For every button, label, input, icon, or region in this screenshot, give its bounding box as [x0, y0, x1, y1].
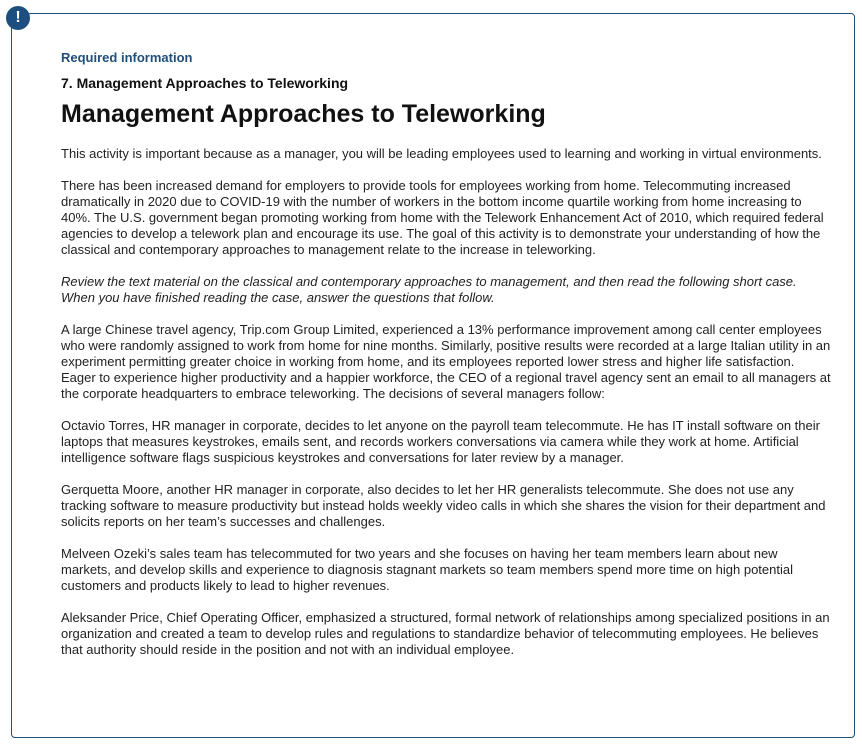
manager-paragraph-torres: Octavio Torres, HR manager in corporate, decides to let anyone on the payroll team telecommute. He has IT install software on their laptops that measures keystrokes, emails sent, and records workers conversations via camera while they work at home. Artificial intelligence software flags suspicious keystrokes and conversations for later review by a manager. [61, 418, 820, 465]
question-title: 7. Management Approaches to Teleworking [61, 75, 349, 91]
intro-paragraph: This activity is important because as a manager, you will be leading employees used to learning and working in virtual environments. [61, 146, 822, 161]
required-information-label: Required information [61, 50, 193, 65]
case-paragraph: A large Chinese travel agency, Trip.com Group Limited, experienced a 13% performance improvement among call center employees who were randomly assigned to work from home for nine months. Similarly, positive results were recorded at a large Italian utility in an experiment permitting greater choice in working from home, and its employees reported lower stress and higher life satisfaction. Eager to experience higher productivity and a happier workforce, the CEO of a regional travel agency sent an email to all managers at the corporate headquarters to embrace teleworking. The decisions of several managers follow: [61, 322, 831, 401]
page-title: Management Approaches to Teleworking [61, 100, 546, 128]
instructions-paragraph: Review the text material on the classical and contemporary approaches to management, and then read the following short case. When you have finished reading the case, answer the questions that follow. [61, 274, 797, 305]
manager-paragraph-ozeki: Melveen Ozeki’s sales team has telecommuted for two years and she focuses on having her team members learn about new markets, and develop skills and experience to diagnosis stagnant markets so team members spend more time on high potential customers and products likely to lead to higher revenues. [61, 546, 793, 593]
context-paragraph: There has been increased demand for employers to provide tools for employees working from home. Telecommuting increased dramatically in 2020 due to COVID-19 with the number of workers in the bottom income quartile working from home increasing to 40%. The U.S. government began promoting working from home with the Telework Enhancement Act of 2010, which required federal agencies to develop a telework plan and encourage its use. The goal of this activity is to demonstrate your understanding of how the classical and contemporary approaches to management relate to the increase in teleworking. [61, 178, 824, 257]
manager-paragraph-moore: Gerquetta Moore, another HR manager in corporate, also decides to let her HR generalists telecommute. She does not use any tracking software to measure productivity but instead holds weekly video calls in which she shares the vision for their department and solicits reports on her team’s successes and challenges. [61, 482, 826, 529]
card-content [61, 50, 831, 674]
exclamation-icon: ! [6, 6, 30, 30]
required-information-card [11, 13, 855, 738]
manager-paragraph-price: Aleksander Price, Chief Operating Officer, emphasized a structured, formal network of relationships among specialized positions in an organization and created a team to develop rules and regulations to standardize behavior of telecommuting employees. He believes that authority should reside in the position and not with an individual employee. [61, 610, 830, 657]
